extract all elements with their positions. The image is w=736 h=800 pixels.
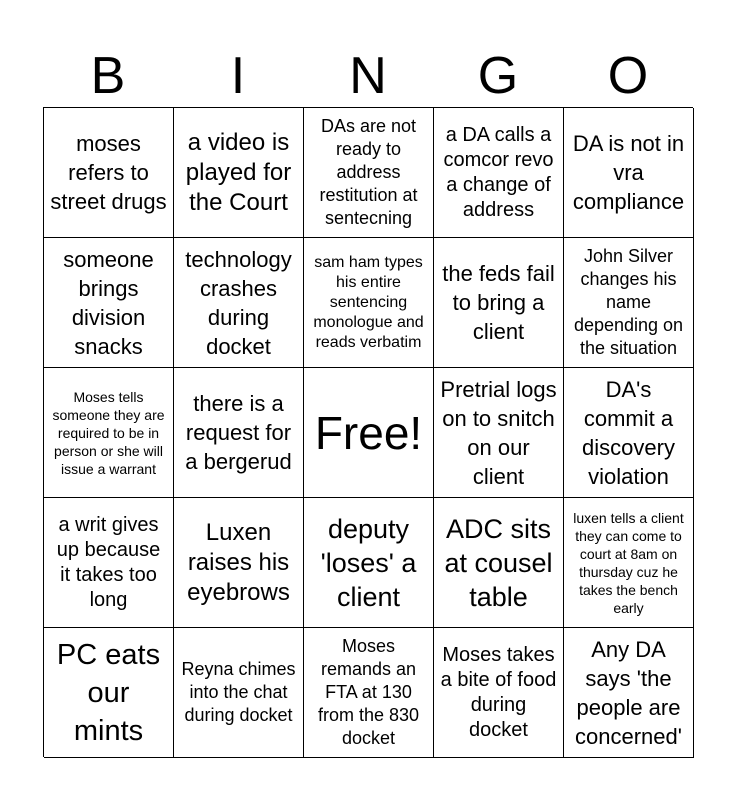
bingo-cell-r1c5[interactable]: [564, 108, 694, 238]
cell-text: there is a request for a bergerud: [185, 391, 292, 474]
free-space-text: Free!: [314, 406, 423, 459]
bingo-cell-r4c3[interactable]: [304, 498, 434, 628]
bingo-board: [43, 107, 693, 757]
cell-text: DAs are not ready to address restitution at sentecning: [319, 116, 418, 228]
header-letter-n: N: [349, 47, 387, 105]
cell-text: deputy 'loses' a client: [320, 513, 417, 612]
cell-text: DA's commit a discovery violation: [582, 376, 675, 489]
cell-text: someone brings division snacks: [63, 246, 154, 359]
bingo-cell-r3c4[interactable]: [434, 368, 564, 498]
cell-text: Moses tells someone they are required to be in person or she will issue a warrant: [52, 388, 165, 477]
cell-text: the feds fail to bring a client: [442, 261, 555, 344]
bingo-cell-r2c5[interactable]: [564, 238, 694, 368]
cell-text: DA is not in vra compliance: [572, 131, 685, 214]
cell-text: Moses takes a bite of food during docket: [440, 643, 557, 741]
bingo-cell-r3c1[interactable]: [44, 368, 174, 498]
bingo-cell-r1c3[interactable]: [304, 108, 434, 238]
cell-text: sam ham types his entire sentencing monologue and reads verbatim: [313, 253, 424, 351]
cell-text: ADC sits at cousel table: [444, 513, 553, 612]
cell-text: Moses remands an FTA at 130 from the 830 docket: [317, 636, 420, 748]
bingo-cell-r1c1[interactable]: [44, 108, 174, 238]
cell-text: PC eats our mints: [56, 638, 161, 747]
bingo-cell-r4c1[interactable]: [44, 498, 174, 628]
cell-text: Pretrial logs on to snitch on our client: [440, 376, 557, 489]
bingo-cell-r2c1[interactable]: [44, 238, 174, 368]
cell-text: luxen tells a client they can come to court at 8am on thursday cuz he takes the bench early: [573, 509, 684, 616]
bingo-cell-r5c4[interactable]: [434, 628, 564, 758]
header-letter-g: G: [477, 47, 519, 105]
cell-text: John Silver changes his name depending on the situation: [573, 246, 684, 358]
cell-text: Any DA says 'the people are concerned': [575, 636, 682, 749]
header-letter-o: O: [607, 47, 649, 105]
cell-text: a DA calls a comcor revo a change of address: [443, 123, 554, 221]
bingo-cell-r4c5[interactable]: [564, 498, 694, 628]
bingo-cell-r2c3[interactable]: [304, 238, 434, 368]
bingo-cell-r5c2[interactable]: [174, 628, 304, 758]
bingo-cell-r4c2[interactable]: [174, 498, 304, 628]
bingo-header: [43, 44, 693, 108]
bingo-cell-r1c2[interactable]: [174, 108, 304, 238]
cell-text: a video is played for the Court: [185, 128, 292, 216]
bingo-cell-r1c4[interactable]: [434, 108, 564, 238]
bingo-cell-r5c5[interactable]: [564, 628, 694, 758]
bingo-cell-r5c3[interactable]: [304, 628, 434, 758]
cell-text: Reyna chimes into the chat during docket: [181, 659, 296, 725]
cell-text: a writ gives up because it takes too long: [56, 513, 161, 611]
cell-text: Luxen raises his eyebrows: [187, 518, 290, 606]
bingo-cell-r5c1[interactable]: [44, 628, 174, 758]
bingo-cell-r3c2[interactable]: [174, 368, 304, 498]
bingo-cell-r4c4[interactable]: [434, 498, 564, 628]
header-letter-b: B: [90, 47, 126, 105]
cell-text: technology crashes during docket: [185, 246, 292, 359]
bingo-cell-free[interactable]: [304, 368, 434, 498]
bingo-cell-r2c4[interactable]: [434, 238, 564, 368]
cell-text: moses refers to street drugs: [50, 131, 167, 214]
bingo-cell-r2c2[interactable]: [174, 238, 304, 368]
header-letter-i: I: [230, 47, 246, 105]
bingo-cell-r3c5[interactable]: [564, 368, 694, 498]
